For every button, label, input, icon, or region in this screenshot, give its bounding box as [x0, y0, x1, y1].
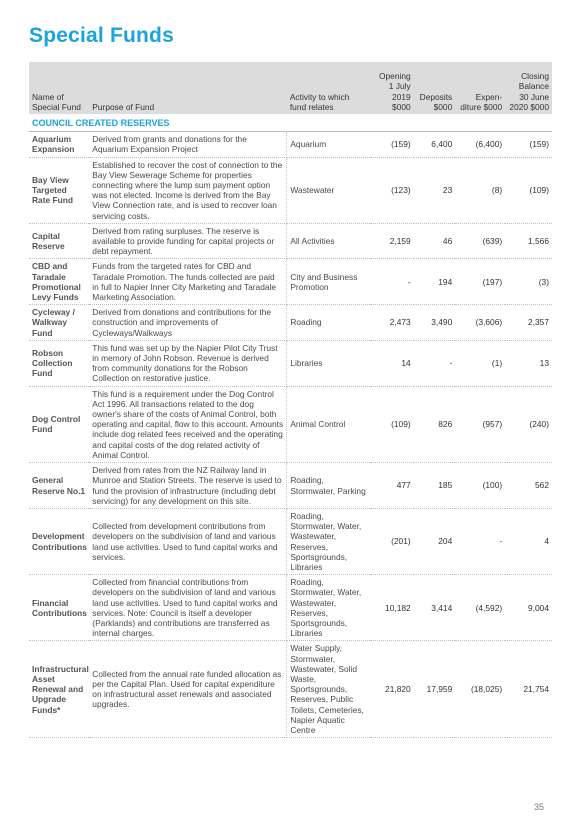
fund-purpose: This fund was set up by the Napier Pilot City Trust in memory of John Robson. Revenue is derived from community donations for the Robson Collection on restorative justice. — [89, 340, 287, 386]
deposits: 194 — [414, 259, 456, 305]
table-row — [29, 575, 552, 641]
table-row — [29, 157, 552, 223]
table-row — [29, 508, 552, 574]
fund-activity: Roading, Stormwater, Water, Wastewater, Reserves, Sportsgrounds, Libraries — [287, 508, 370, 574]
fund-activity: Water Supply, Stormwater, Wastewater, Solid Waste, Sportsgrounds, Reserves, Public Toilets, Cemeteries, Napier Aquatic Centre — [287, 641, 370, 738]
table-row — [29, 641, 552, 738]
fund-name: General Reserve No.1 — [29, 463, 89, 509]
fund-purpose: Established to recover the cost of connection to the Bay View Sewerage Scheme for properties connecting where the lump sum payment option was not elected. Income is derived from the Bay View Connection rate, and is used to recover loan servicing costs. — [89, 157, 287, 223]
deposits: - — [414, 340, 456, 386]
table-row — [29, 340, 552, 386]
header-closing: Closing Balance 30 June 2020 $000 — [509, 71, 549, 112]
fund-purpose: Derived from rates from the NZ Railway land in Munroe and Station Streets. The reserve is used to fund the provision of infrastructure (including debt servicing) for any development on this site. — [89, 463, 287, 509]
deposits: 3,414 — [414, 575, 456, 641]
fund-name: Cycleway / Walkway Fund — [29, 305, 89, 341]
fund-activity: City and Business Promotion — [287, 259, 370, 305]
closing-balance: 21,754 — [505, 641, 552, 738]
opening-balance: (201) — [370, 508, 414, 574]
fund-purpose: Derived from grants and donations for the Aquarium Expansion Project — [89, 132, 287, 157]
fund-activity: Wastewater — [287, 157, 370, 223]
fund-purpose: Collected from the annual rate funded allocation as per the Capital Plan. Used for capital expenditure on infrastructural asset renewals and associated upgrades. — [89, 641, 287, 738]
fund-name: Infrastructural Asset Renewal and Upgrade Funds* — [29, 641, 89, 738]
page-title: Special Funds — [29, 24, 174, 47]
expenditure: (6,400) — [455, 132, 505, 157]
fund-activity: Roading, Stormwater, Parking — [287, 463, 370, 509]
fund-activity: Roading — [287, 305, 370, 341]
opening-balance: 477 — [370, 463, 414, 509]
table-row — [29, 305, 552, 341]
expenditure: (100) — [455, 463, 505, 509]
fund-purpose: Collected from development contributions from developers on the subdivision of land and various land use activities. Used to fund capital works and services. — [89, 508, 287, 574]
table-row — [29, 132, 552, 157]
closing-balance: (159) — [505, 132, 552, 157]
closing-balance: 13 — [505, 340, 552, 386]
closing-balance: 2,357 — [505, 305, 552, 341]
fund-purpose: Derived from donations and contributions for the construction and improvements of Cycleways/Walkways — [89, 305, 287, 341]
table-row — [29, 463, 552, 509]
opening-balance: (123) — [370, 157, 414, 223]
fund-name: Capital Reserve — [29, 223, 89, 259]
deposits: 46 — [414, 223, 456, 259]
fund-activity: All Activities — [287, 223, 370, 259]
opening-balance: 10,182 — [370, 575, 414, 641]
fund-purpose: Collected from financial contributions from developers on the subdivision of land and various land use activities. Used to fund capital works and services. Note: Council is itself a developer (Parklands) and contributions are transferred as internal charges. — [89, 575, 287, 641]
table-row — [29, 386, 552, 462]
fund-name: Aquarium Expansion — [29, 132, 89, 157]
fund-purpose: This fund is a requirement under the Dog Control Act 1996. All transactions related to the dog owner's share of the costs of Animal Control, both operating and capital, flow to this account. Amounts include dog related fees received and the operating and capital costs of the dog related activity of Animal Control. — [89, 386, 287, 462]
closing-balance: 1,566 — [505, 223, 552, 259]
fund-name: Bay View Targeted Rate Fund — [29, 157, 89, 223]
deposits: 23 — [414, 157, 456, 223]
header-activity: Activity to which fund relates — [289, 91, 350, 112]
table-row — [29, 259, 552, 305]
fund-name: Robson Collection Fund — [29, 340, 89, 386]
deposits: 826 — [414, 386, 456, 462]
closing-balance: 562 — [505, 463, 552, 509]
fund-activity: Animal Control — [287, 386, 370, 462]
deposits: 3,490 — [414, 305, 456, 341]
section-row — [29, 114, 552, 132]
expenditure: (8) — [455, 157, 505, 223]
opening-balance: (159) — [370, 132, 414, 157]
opening-balance: (109) — [370, 386, 414, 462]
expenditure: (3,606) — [455, 305, 505, 341]
fund-name: CBD and Taradale Promotional Levy Funds — [29, 259, 89, 305]
table-row — [29, 223, 552, 259]
closing-balance: (3) — [505, 259, 552, 305]
fund-purpose: Funds from the targeted rates for CBD and Taradale Promotion. The funds collected are paid in full to Napier Inner City Marketing and Taradale Marketing Association. — [89, 259, 287, 305]
expenditure: (957) — [455, 386, 505, 462]
fund-name: Financial Contributions — [29, 575, 89, 641]
opening-balance: 2,473 — [370, 305, 414, 341]
expenditure: - — [455, 508, 505, 574]
header-opening: Opening 1 July 2019 $000 — [379, 71, 411, 112]
deposits: 204 — [414, 508, 456, 574]
closing-balance: (109) — [505, 157, 552, 223]
expenditure: (18,025) — [455, 641, 505, 738]
fund-activity: Aquarium — [287, 132, 370, 157]
fund-purpose: Derived from rating surpluses. The reserve is available to provide funding for capital projects or debt repayment. — [89, 223, 287, 259]
header-name: Name of Special Fund — [32, 91, 81, 112]
opening-balance: 14 — [370, 340, 414, 386]
deposits: 6,400 — [414, 132, 456, 157]
header-purpose: Purpose of Fund — [92, 101, 155, 112]
expenditure: (639) — [455, 223, 505, 259]
opening-balance: 21,820 — [370, 641, 414, 738]
opening-balance: 2,159 — [370, 223, 414, 259]
closing-balance: (240) — [505, 386, 552, 462]
fund-name: Development Contributions — [29, 508, 89, 574]
expenditure: (4,592) — [455, 575, 505, 641]
header-deposits: Deposits $000 — [419, 91, 453, 112]
deposits: 17,959 — [414, 641, 456, 738]
closing-balance: 4 — [505, 508, 552, 574]
opening-balance: - — [370, 259, 414, 305]
fund-name: Dog Control Fund — [29, 386, 89, 462]
header-expenditure: Expen-diture $000 — [460, 91, 503, 112]
special-funds-table — [29, 62, 552, 738]
deposits: 185 — [414, 463, 456, 509]
section-heading: COUNCIL CREATED RESERVES — [29, 114, 552, 132]
table-header-row — [29, 62, 552, 114]
page-number: 35 — [533, 802, 544, 812]
fund-activity: Libraries — [287, 340, 370, 386]
closing-balance: 9,004 — [505, 575, 552, 641]
expenditure: (1) — [455, 340, 505, 386]
fund-activity: Roading, Stormwater, Water, Wastewater, Reserves, Sportsgrounds, Libraries — [287, 575, 370, 641]
expenditure: (197) — [455, 259, 505, 305]
